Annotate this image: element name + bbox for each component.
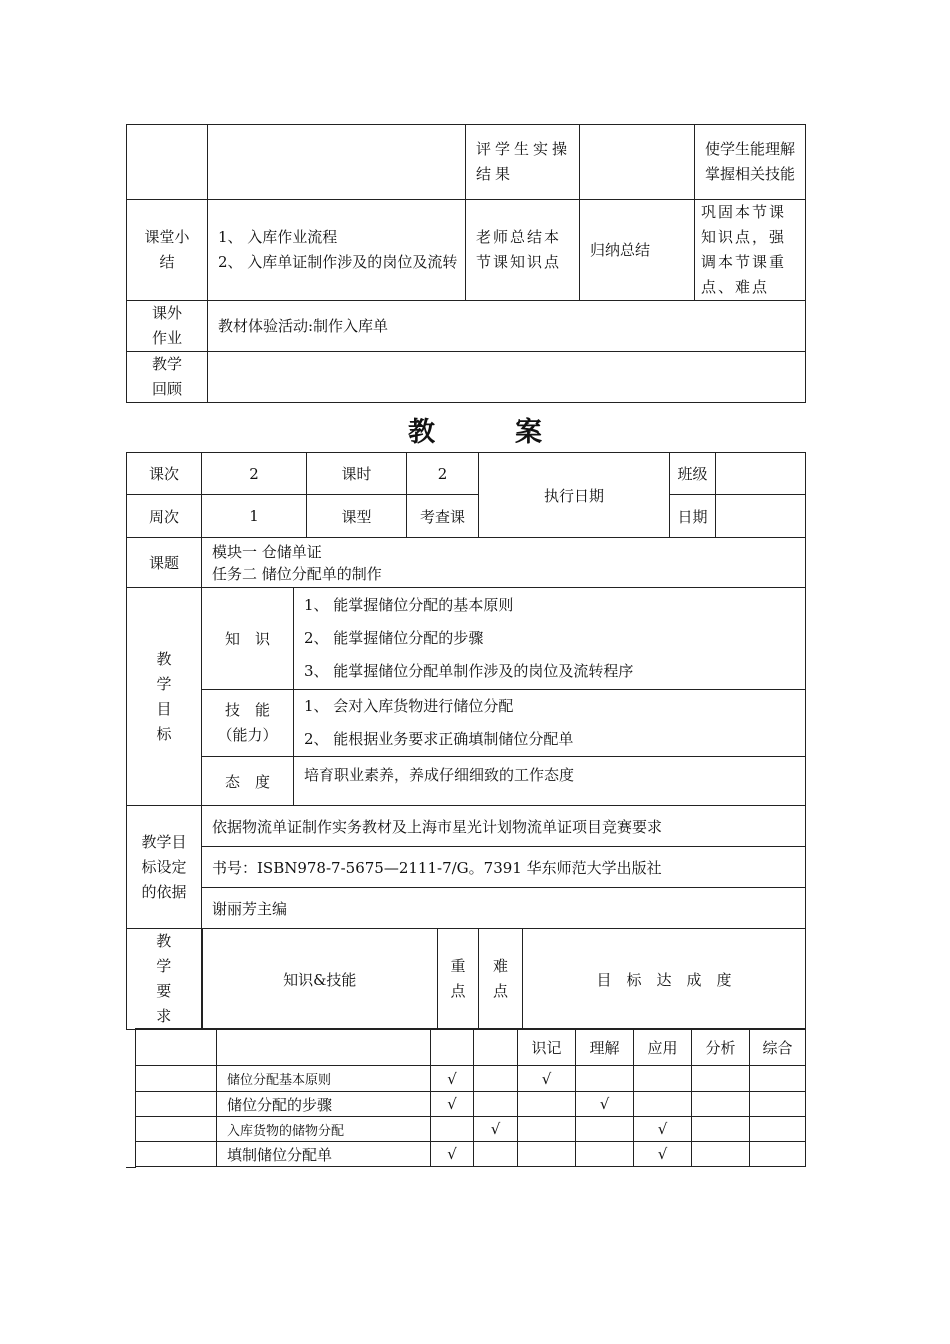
attitude-label: 态 度 <box>224 772 270 791</box>
col-knowledge-header <box>202 929 438 1030</box>
empty-cell <box>136 1066 217 1092</box>
type-value-cell <box>407 495 479 538</box>
knowledge-item: 1、 能掌握储位分配的基本原则 <box>304 596 514 614</box>
level-header <box>576 1029 634 1066</box>
difficult-mark <box>474 1117 518 1142</box>
empty-cell <box>136 1117 217 1142</box>
skill-item: 1、 会对入库货物进行储位分配 <box>304 697 514 715</box>
check-mark: √ <box>447 1069 457 1088</box>
type-label-cell <box>307 495 407 538</box>
session-label-cell <box>127 453 202 495</box>
difficult-mark <box>474 1142 518 1167</box>
level-label: 识记 <box>531 1038 562 1057</box>
table-row <box>136 1142 806 1167</box>
level-mark <box>750 1117 806 1142</box>
skills-content-cell <box>294 690 806 757</box>
item-cell <box>217 1117 431 1142</box>
check-mark: √ <box>447 1145 457 1163</box>
empty-cell <box>136 1029 217 1066</box>
check-mark: √ <box>657 1120 668 1138</box>
top-lesson-table <box>126 124 806 403</box>
key-mark <box>431 1092 474 1117</box>
empty-cell <box>127 125 208 200</box>
level-mark <box>750 1066 806 1092</box>
level-mark <box>518 1142 576 1167</box>
requirements-label-cell <box>127 929 202 1030</box>
empty-cell <box>580 125 695 200</box>
knowledge-content-cell <box>294 588 806 690</box>
level-header <box>750 1029 806 1066</box>
week-label: 周次 <box>148 507 179 526</box>
check-mark: √ <box>447 1095 457 1113</box>
basis-line: 谢丽芳主编 <box>212 899 288 918</box>
col-level-label: 目 标 达 成 度 <box>596 970 732 989</box>
topic-line: 模块一 仓储单证 <box>212 542 322 561</box>
attitude-label-cell <box>202 757 294 806</box>
col-key-header <box>438 929 479 1030</box>
empty-cell <box>136 1092 217 1117</box>
skill-label: 技 能 <box>224 701 270 719</box>
class-label-cell <box>670 453 716 495</box>
objectives-label: 教学目标 <box>156 649 172 743</box>
purpose-cell <box>695 125 806 200</box>
review-label: 教学回顾 <box>151 355 182 398</box>
activity-text: 评学生实操结果 <box>476 140 572 183</box>
basis-label: 教学目标设定的依据 <box>141 832 187 901</box>
date-value-cell <box>716 495 806 538</box>
homework-content: 教材体验活动:制作入库单 <box>218 316 389 335</box>
hours-value-cell <box>407 453 479 495</box>
level-mark <box>750 1142 806 1167</box>
purpose-text: 使学生能理解掌握相关技能 <box>704 140 795 183</box>
difficult-mark <box>474 1066 518 1092</box>
empty-cell <box>217 1029 431 1066</box>
item-text: 储位分配的步骤 <box>227 1095 333 1114</box>
level-mark <box>576 1142 634 1167</box>
summary-purpose-text: 巩固本节课知识点，强调本节课重点、难点 <box>701 203 787 296</box>
homework-label-cell <box>127 301 208 352</box>
empty-cell <box>136 1142 217 1167</box>
hours-value: 2 <box>437 464 448 483</box>
title-char: 教 <box>408 417 435 448</box>
check-mark: √ <box>599 1095 610 1113</box>
summary-label-cell <box>127 200 208 301</box>
exec-date-label: 执行日期 <box>544 486 605 505</box>
date-label: 日期 <box>677 507 708 526</box>
knowledge-label-cell <box>202 588 294 690</box>
hours-label: 课时 <box>341 465 372 483</box>
week-value-cell <box>202 495 307 538</box>
type-label: 课型 <box>341 507 372 526</box>
col-knowledge-label: 知识&技能 <box>283 970 357 989</box>
knowledge-label: 知 识 <box>224 630 270 648</box>
student-activity-cell <box>580 200 695 301</box>
level-label: 分析 <box>705 1038 736 1057</box>
summary-items-cell <box>208 200 466 301</box>
student-activity-text: 归纳总结 <box>590 240 651 259</box>
lesson-plan-table <box>126 452 806 1030</box>
check-mark: √ <box>490 1120 501 1138</box>
summary-item: 1、 入库作业流程 <box>218 228 338 246</box>
session-value-cell <box>202 453 307 495</box>
level-mark <box>576 1066 634 1092</box>
level-mark <box>518 1066 576 1092</box>
hours-label-cell <box>307 453 407 495</box>
skill-label-sub: （能力） <box>217 726 278 744</box>
summary-item: 2、 入库单证制作涉及的岗位及流转 <box>218 253 458 271</box>
key-mark <box>431 1142 474 1167</box>
difficult-mark <box>474 1092 518 1117</box>
level-mark <box>692 1117 750 1142</box>
table-row <box>136 1066 806 1092</box>
activity-cell <box>466 125 580 200</box>
check-mark: √ <box>541 1069 552 1088</box>
item-cell <box>217 1142 431 1167</box>
item-text: 储位分配基本原则 <box>227 1073 332 1088</box>
level-label: 理解 <box>589 1038 620 1057</box>
class-value-cell <box>716 453 806 495</box>
level-mark <box>692 1066 750 1092</box>
date-label-cell <box>670 495 716 538</box>
skill-item: 2、 能根据业务要求正确填制储位分配单 <box>304 730 574 748</box>
divider-stub <box>126 1167 136 1168</box>
basis-line: 依据物流单证制作实务教材及上海市星光计划物流单证项目竞赛要求 <box>212 817 663 836</box>
basis-label-cell <box>127 806 202 929</box>
level-header <box>692 1029 750 1066</box>
level-mark <box>692 1092 750 1117</box>
attitude-content-cell <box>294 757 806 806</box>
basis-line-cell <box>202 847 806 888</box>
table-row <box>136 1092 806 1117</box>
key-mark <box>431 1117 474 1142</box>
skill-label-cell <box>202 690 294 757</box>
exec-date-label-cell <box>479 453 670 538</box>
page-title <box>0 410 950 449</box>
topic-label: 课题 <box>148 554 179 572</box>
level-mark <box>692 1142 750 1167</box>
basis-line-cell <box>202 888 806 929</box>
title-char: 案 <box>515 417 542 448</box>
review-label-cell <box>127 352 208 403</box>
knowledge-item: 3、 能掌握储位分配单制作涉及的岗位及流转程序 <box>304 662 634 680</box>
level-mark <box>634 1092 692 1117</box>
summary-purpose-cell <box>695 200 806 301</box>
item-text: 填制储位分配单 <box>227 1145 333 1164</box>
level-label: 应用 <box>647 1038 678 1057</box>
homework-content-cell <box>208 301 806 352</box>
level-mark <box>750 1092 806 1117</box>
empty-cell <box>208 125 466 200</box>
requirements-table <box>135 1028 806 1167</box>
objectives-label-cell <box>127 588 202 806</box>
level-mark <box>576 1092 634 1117</box>
level-header <box>518 1029 576 1066</box>
key-mark <box>431 1066 474 1092</box>
item-text: 入库货物的储物分配 <box>227 1123 345 1139</box>
empty-cell <box>431 1029 474 1066</box>
empty-cell <box>474 1029 518 1066</box>
topic-label-cell <box>127 538 202 588</box>
basis-line: 书号：ISBN978-7-5675—2111-7/G。7391 华东师范大学出版社 <box>212 858 662 877</box>
class-label: 班级 <box>677 465 708 483</box>
item-cell <box>217 1092 431 1117</box>
col-key-label: 重点 <box>450 957 466 1000</box>
knowledge-item: 2、 能掌握储位分配的步骤 <box>304 629 484 647</box>
col-level-header <box>523 929 806 1030</box>
attitude-text: 培育职业素养，养成仔细细致的工作态度 <box>304 765 575 784</box>
session-value: 2 <box>249 464 259 483</box>
teacher-activity-cell <box>466 200 580 301</box>
type-value: 考查课 <box>419 507 465 526</box>
basis-line-cell <box>202 806 806 847</box>
homework-label: 课外作业 <box>151 304 182 347</box>
session-label: 课次 <box>148 465 179 483</box>
requirements-label: 教学要求 <box>156 932 172 1025</box>
teacher-activity-text: 老师总结本节课知识点 <box>476 228 562 271</box>
level-header <box>634 1029 692 1066</box>
check-mark: √ <box>657 1145 668 1163</box>
level-mark <box>576 1117 634 1142</box>
week-value: 1 <box>249 507 259 525</box>
level-mark <box>518 1092 576 1117</box>
summary-label: 课堂小结 <box>144 228 190 271</box>
topic-line: 任务二 储位分配单的制作 <box>212 564 382 583</box>
col-difficult-header <box>479 929 523 1030</box>
level-mark <box>634 1142 692 1167</box>
week-label-cell <box>127 495 202 538</box>
topic-content-cell <box>202 538 806 588</box>
table-row <box>136 1117 806 1142</box>
level-mark <box>634 1066 692 1092</box>
level-mark <box>634 1117 692 1142</box>
level-mark <box>518 1117 576 1142</box>
review-content-cell <box>208 352 806 403</box>
level-label: 综合 <box>762 1038 793 1057</box>
col-difficult-label: 难点 <box>492 957 508 1000</box>
item-cell <box>217 1066 431 1092</box>
